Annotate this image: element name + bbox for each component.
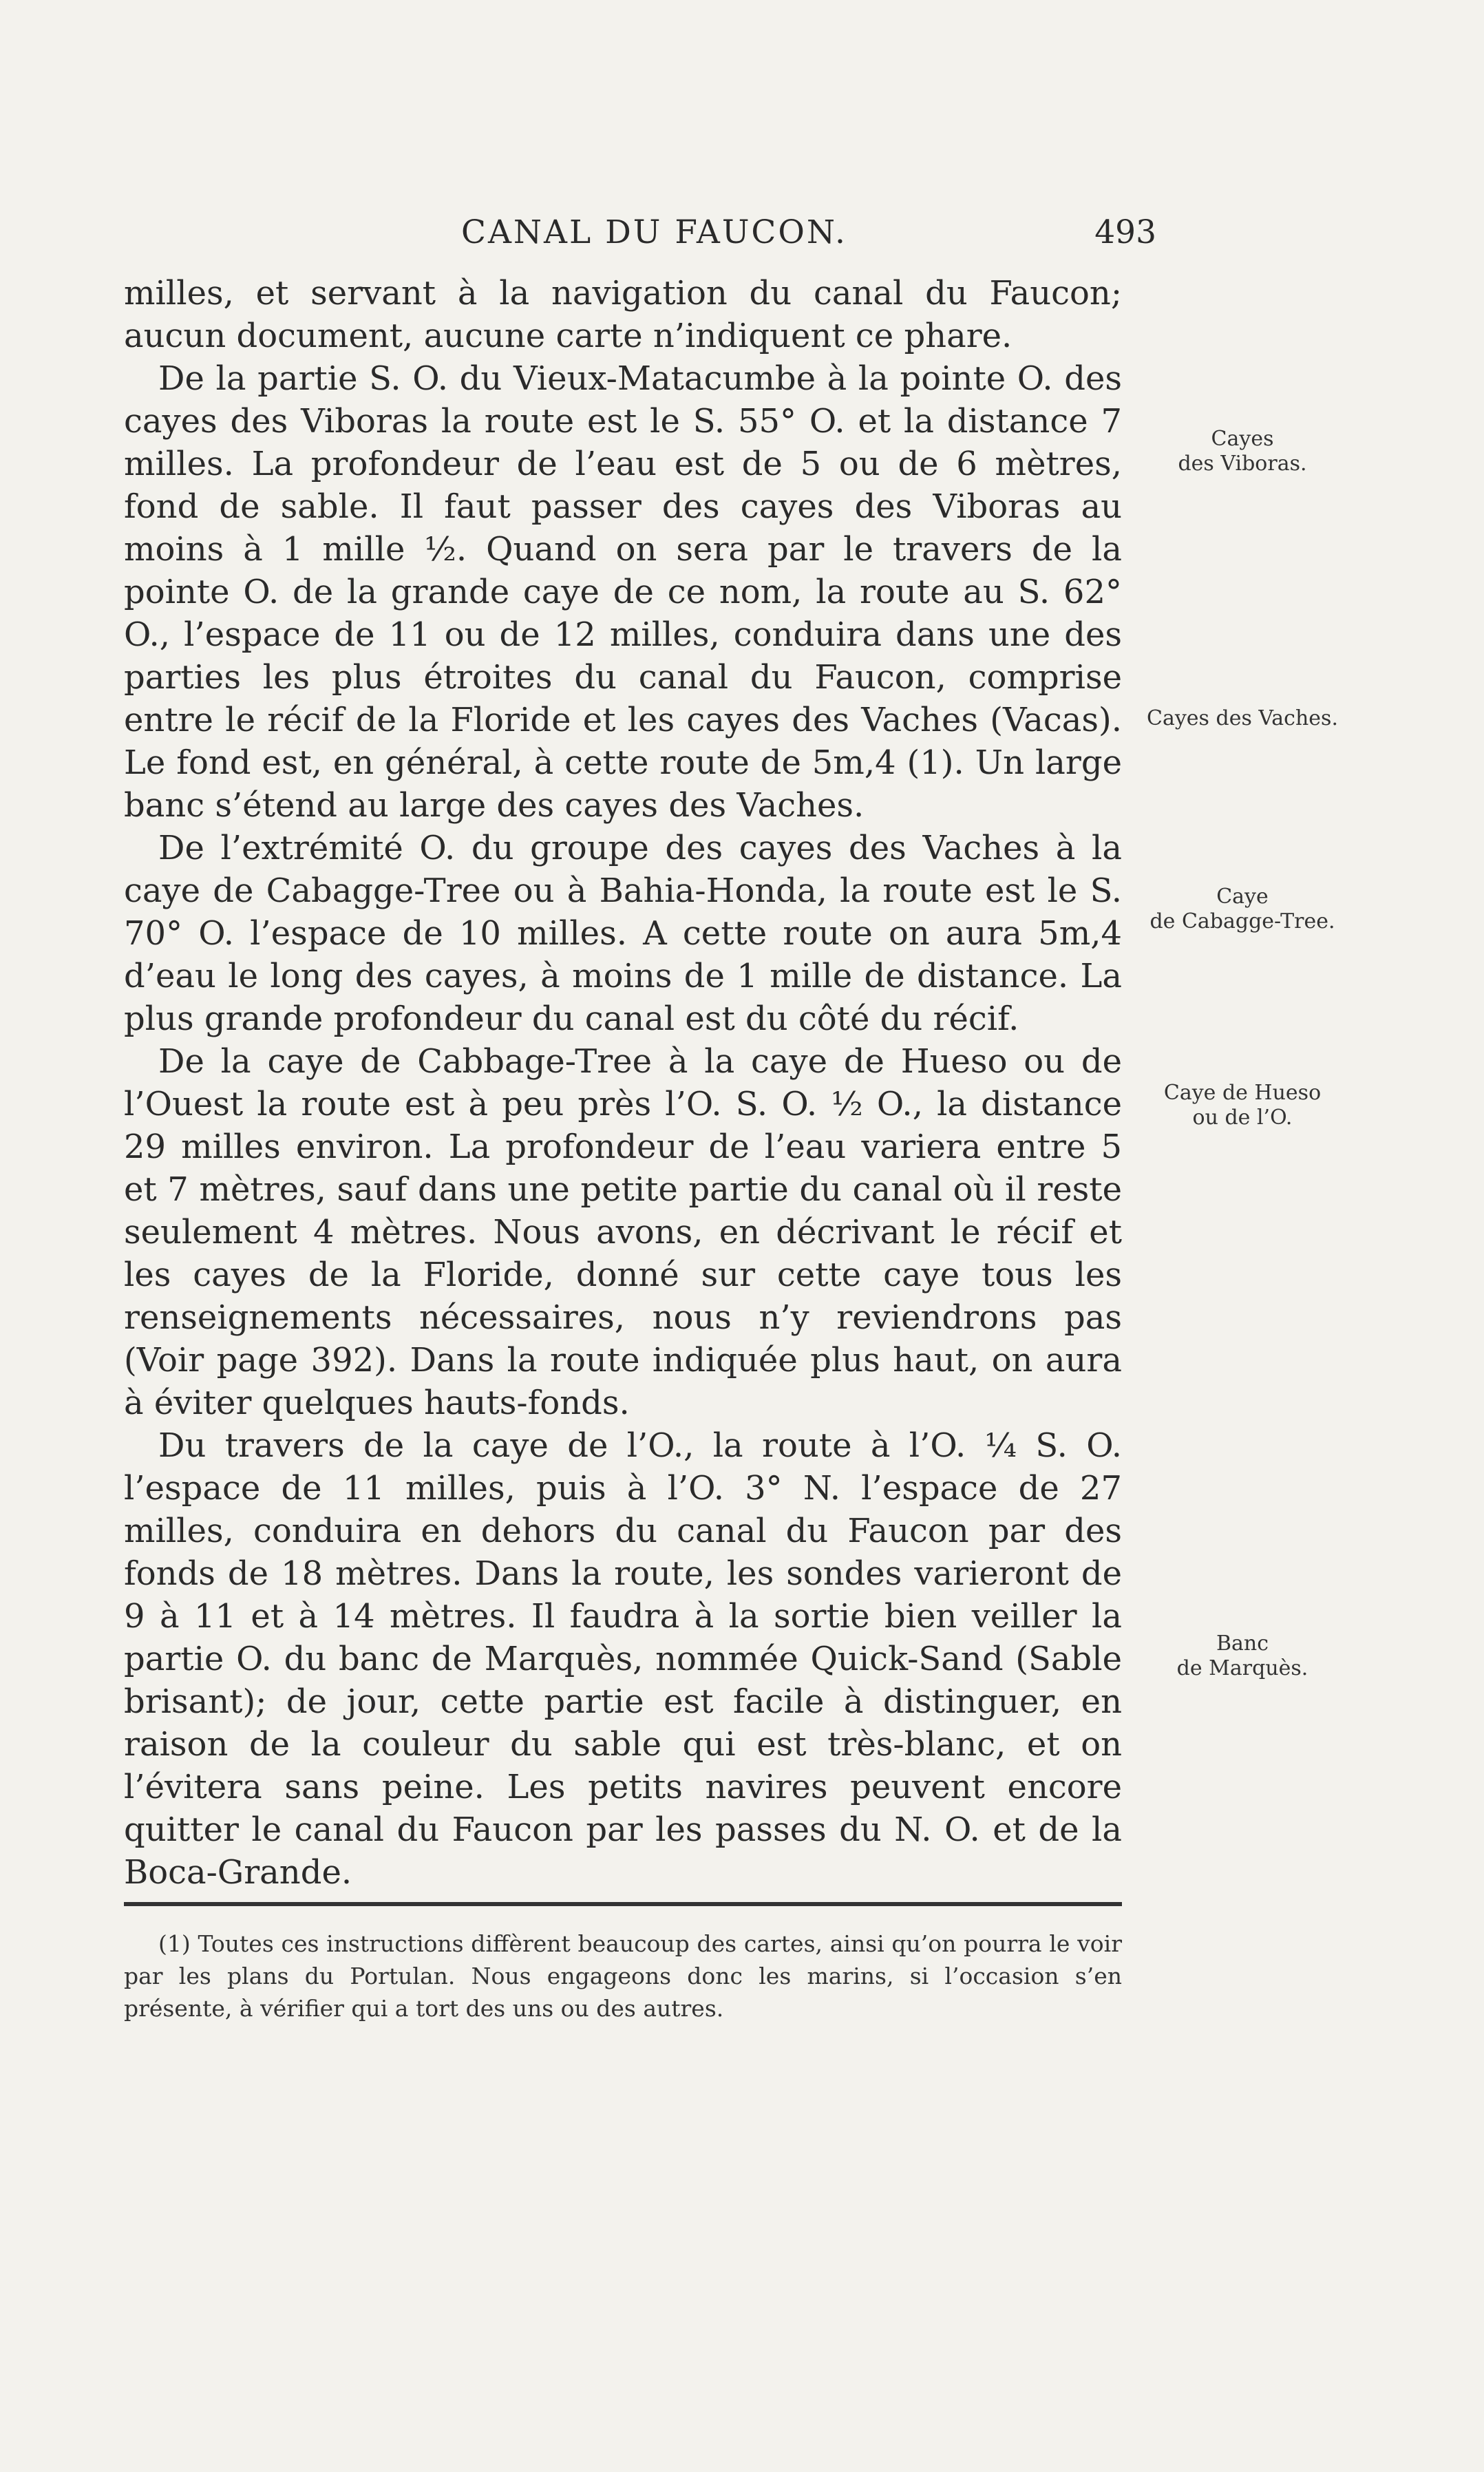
paragraph-exit-route: Du travers de la caye de l’O., la route à l’O. ¼ S. O. l’espace de 11 milles, puis à l’O. 3° N. l’espace de 27 milles, conduira en dehors du canal du Faucon par des fonds de 18 mètres. Dans la route, les sondes varieront de 9 à 11 et à 14 mètres. Il faudra à la sortie bien veiller la partie O. du banc de Marquès, nommée Quick-Sand (Sable brisant); de jour, cette partie est facile à distinguer, en raison de la couleur du sable qui est très-blanc, et on l’évitera sans peine. Les petits navires peuvent encore quitter le canal du Faucon par les passes du N. O. et de la Boca-Grande.	[124, 1426, 1122, 1892]
margin-note-vaches: Cayes des Vaches.	[1147, 706, 1338, 730]
margin-note-hueso: Caye de Hueso ou de l’O.	[1163, 1081, 1322, 1130]
margin-note-cabagge-tree: Caye de Cabagge-Tree.	[1149, 885, 1335, 933]
body-text	[124, 272, 1122, 1894]
margin-note-marques: Banc de Marquès.	[1176, 1631, 1308, 1680]
paragraph-cabbage-tree-route: De la caye de Cabbage-Tree à la caye de Hueso ou de l’Ouest la route est à peu près l’O. S. O. ½ O., la distance 29 milles environ. La profondeur de l’eau variera entre 5 et 7 mètres, sauf dans une petite partie du canal où il reste seulement 4 mètres. Nous avons, en décrivant le récif et les cayes de la Floride, donné sur cette caye tous les renseignements nécessaires, nous n’y reviendrons pas (Voir page 392). Dans la route indiquée plus haut, on aura à éviter quelques hauts-fonds.	[124, 1042, 1122, 1422]
running-header	[124, 213, 1156, 262]
paragraph-continuation: milles, et servant à la navigation du canal du Faucon; aucun document, aucune carte n’indiquent ce phare.	[124, 274, 1122, 355]
paragraph-viboras-route: De la partie S. O. du Vieux-Matacumbe à la pointe O. des cayes des Viboras la route est le S. 55° O. et la distance 7 milles. La profondeur de l’eau est de 5 ou de 6 mètres, fond de sable. Il faut passer des cayes des Viboras au moins à 1 mille ½. Quand on sera par le travers de la pointe O. de la grande caye de ce nom, la route au S. 62° O., l’espace de 11 ou de 12 milles, conduira dans une des parties les plus étroites du canal du Faucon, comprise entre le récif de la Floride et les cayes des Vaches (Vacas). Le fond est, en général, à cette route de 5m,4 (1). Un large banc s’étend au large des cayes des Vaches.	[124, 359, 1122, 825]
paragraph-vaches-route: De l’extrémité O. du groupe des cayes des Vaches à la caye de Cabagge-Tree ou à Bahia-Honda, la route est le S. 70° O. l’espace de 10 milles. A cette route on aura 5m,4 d’eau le long des cayes, à moins de 1 mille de distance. La plus grande profondeur du canal est du côté du récif.	[124, 829, 1122, 1038]
footnote-text: (1) Toutes ces instructions diffèrent beaucoup des cartes, ainsi qu’on pourra le voir par les plans du Portulan. Nous engageons donc les marins, si l’occasion s’en présente, à vérifier qui a tort des uns ou des autres.	[124, 1930, 1122, 2022]
footnote	[124, 1927, 1122, 2025]
margin-note-viboras: Cayes des Viboras.	[1178, 427, 1307, 476]
page-number: 493	[1094, 213, 1156, 251]
footnote-rule	[124, 1902, 1122, 1906]
running-title: CANAL DU FAUCON.	[461, 213, 847, 251]
